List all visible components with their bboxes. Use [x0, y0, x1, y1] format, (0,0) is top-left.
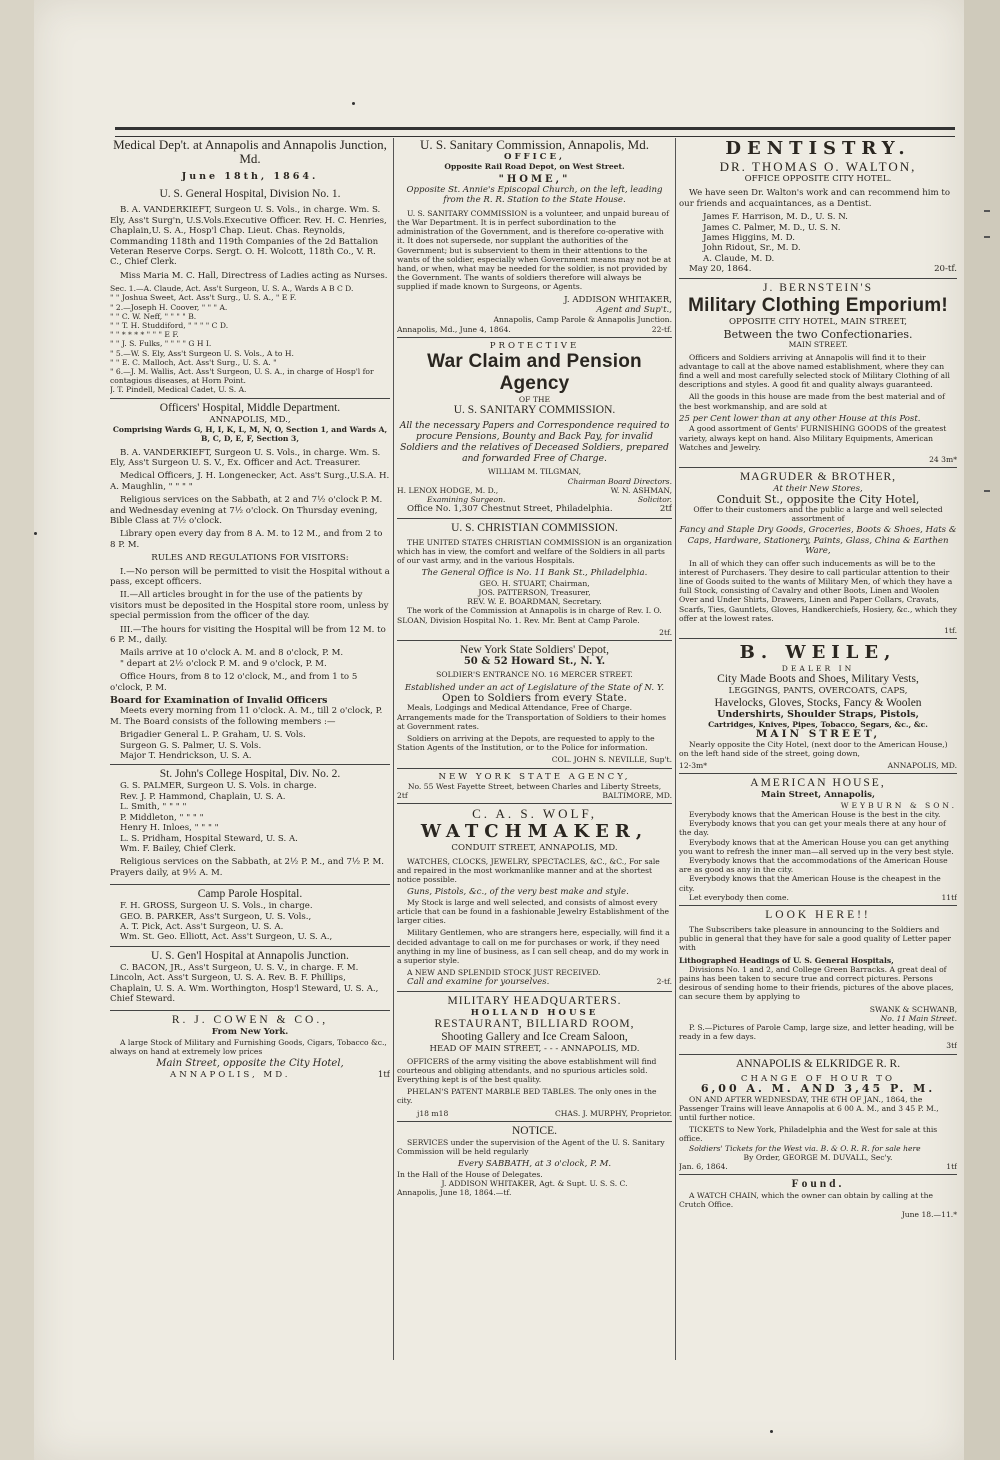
american-heading: AMERICAN HOUSE,: [750, 777, 886, 790]
american-line: Let everybody then come.: [689, 892, 789, 902]
christian-code: 2tf.: [659, 627, 672, 637]
board-member: Surgeon G. S. Palmer, U. S. Vols.: [120, 740, 262, 751]
christian-section: [397, 522, 672, 641]
ny-agency-section: [397, 772, 672, 805]
dentistry-ref: James Higgins, M. D.: [703, 233, 795, 244]
magruder-offer: Offer to their customers and the public a large and well selected assortment of: [693, 504, 943, 524]
officers-heading: Officers' Hospital, Middle Department.: [159, 401, 341, 414]
american-line: Everybody knows that the American House is the cheapest in the city.: [679, 874, 941, 893]
american-line: Everybody knows that you can get your meals there at any hour of the day.: [679, 819, 946, 838]
weile-main: MAIN STREET,: [755, 728, 881, 741]
junction-section: [110, 950, 390, 1012]
column-divider: [675, 138, 676, 1360]
magruder-goods: Fancy and Staple Dry Goods, Groceries, Boots & Shoes, Hats & Caps, Hardware, Stationery, Paints, Glass, China & Earthen Ware,: [679, 525, 957, 557]
cowen-town: ANNAPOLIS, MD.: [170, 1069, 291, 1080]
dentistry-ref: John Ridout, Sr., M. D.: [703, 243, 801, 254]
railroad-order: By Order, GEORGE M. DUVALL, Sec'y.: [743, 1152, 893, 1162]
stjohns-staff: Rev. J. P. Hammond, Chaplain, U. S. A.: [120, 791, 286, 802]
next-page-edge: [964, 0, 1000, 1460]
war-claim-section: [397, 341, 672, 519]
military-house: HOLLAND HOUSE: [470, 1007, 599, 1018]
office-hours: Office Hours, from 8 to 12 o'clock, M., and from 1 to 5 o'clock, P. M.: [110, 672, 358, 693]
dentistry-ref: James C. Palmer, M. D., U. S. N.: [703, 222, 841, 233]
sanitary-code: 22-tf.: [651, 324, 672, 334]
notice-heading: NOTICE.: [511, 1124, 558, 1137]
war-claim-sig3: W. N. ASHMAN,: [610, 485, 672, 495]
railroad-code: 1tf: [946, 1161, 957, 1171]
sanitary-location: Opposite Rail Road Depot, on West Street.: [444, 162, 625, 172]
ward-line: " " J. S. Fulks, " " " " G H I.: [110, 339, 212, 349]
look-addr: No. 11 Main Street.: [880, 1013, 957, 1023]
board-member: Brigadier General L. P. Graham, U. S. Vols.: [120, 730, 306, 741]
weile-section: [679, 642, 957, 774]
look-text2: Divisions No. 1 and 2, and College Green Barracks. A great deal of pains has been taken to secure true and correct pictures. Persons desirous of sending home to their friends, pictures of the above places, can secure them by applying to: [679, 964, 954, 1002]
cowen-code: 1tf: [377, 1069, 390, 1080]
weile-line5: Cartridges, Knives, Pipes, Tobacco, Segars, &c., &c.: [708, 720, 928, 730]
ward-line: " " * * * * " " " E F.: [110, 330, 179, 340]
ny-agency-address: No. 55 West Fayette Street, between Charles and Liberty Streets,: [407, 781, 662, 791]
weile-line1: City Made Boots and Shoes, Military Vests,: [717, 673, 919, 686]
officers-religious: Religious services on the Sabbath, at 2 and 7½ o'clock P. M. and Wednesday evening at 7½ o'clock. On Thursday evening, Bible Class at 7½ o'clock.: [110, 495, 383, 526]
look-here-section: [679, 909, 957, 1055]
ny-agency-city: BALTIMORE, MD.: [602, 791, 672, 801]
sanitary-date: Annapolis, Md., June 4, 1864.: [397, 324, 511, 334]
christian-name: JOS. PATTERSON, Treasurer,: [478, 587, 591, 597]
military-text: OFFICERS of the army visiting the above establishment will find courteous and obliging attendants, and no spurious articles sold. Everything kept is of the best quality.: [397, 1056, 657, 1085]
bernstein-assort: A good assortment of Gents' FURNISHING GOODS of the greatest variety, always kept on hand. Also Military Equipments, American Watches and Jewelry.: [679, 424, 947, 452]
war-claim-sig1: WILLIAM M. TILGMAN,: [487, 467, 582, 477]
military-heading: MILITARY HEADQUARTERS.: [447, 994, 622, 1007]
cowen-from: From New York.: [211, 1027, 289, 1038]
medical-dept-title: Medical Dep't. at Annapolis and Annapolis Junction, Md.: [113, 138, 387, 166]
bernstein-goods: All the goods in this house are made from the best material and of the best workmanship, and are sold at: [679, 392, 945, 411]
officers-staff: B. A. VANDERKIEFT, Surgeon U. S. Vols., in charge. Wm. S. Ely, Ass't Surgeon U. S. V., Ex. Officer and Act. Treasurer.: [110, 447, 381, 468]
parole-staff: A. T. Pick, Act. Ass't Surgeon, U. S. A.: [120, 921, 284, 932]
hospital1-heading: U. S. General Hospital, Division No. 1.: [159, 188, 341, 201]
bernstein-section: [679, 282, 957, 468]
wolf-new-stock: A NEW AND SPLENDID STOCK JUST RECEIVED.: [407, 968, 601, 978]
war-claim-commission: U. S. SANITARY COMMISSION.: [453, 404, 616, 417]
column-2: [397, 138, 672, 1197]
notice-every: Every SABBATH, at 3 o'clock, P. M.: [457, 1159, 612, 1170]
ward-line: J. T. Pindell, Medical Cadet, U. S. A.: [110, 385, 247, 395]
board-member: Major T. Hendrickson, U. S. A.: [120, 751, 252, 762]
sanitary-sig: J. ADDISON WHITAKER,: [564, 294, 672, 305]
military-sig: CHAS. J. MURPHY, Proprietor.: [554, 1108, 672, 1118]
railroad-text: ON AND AFTER WEDNESDAY, THE 6TH OF JAN., 1864, the Passenger Trains will leave Annapolis at 6 00 A. M., and 3 45 P. M., until further notice.: [679, 1094, 939, 1122]
rule-2: II.—All articles brought in for the use of the patients by visitors must be deposited in the Hospital store room, unless by special permission from the officer of the day.: [110, 590, 389, 622]
notice-sig: J. ADDISON WHITAKER, Agt. & Supt. U. S. S. C.: [441, 1178, 628, 1188]
ny-depot-heading: New York State Soldiers' Depot,: [459, 643, 609, 656]
magruder-stores: At their New Stores,: [773, 484, 863, 495]
look-text: The Subscribers take pleasure in announcing to the Soldiers and public in general that they have for sale a good quality of Letter paper with: [679, 925, 951, 953]
mails-arrive: Mails arrive at 10 o'clock A. M. and 8 o'clock, P. M.: [120, 648, 344, 659]
ink-speck: [352, 102, 355, 105]
magruder-section: [679, 471, 957, 639]
weile-dealer: DEALER IN: [781, 664, 855, 674]
rules-heading: RULES AND REGULATIONS FOR VISITORS:: [151, 553, 349, 564]
american-line: Everybody knows that the accommodations of the American House are as good as any in the city.: [679, 856, 948, 875]
junction-heading: U. S. Gen'l Hospital at Annapolis Junction.: [151, 949, 349, 962]
wolf-name: C. A. S. WOLF,: [472, 806, 597, 822]
american-house-section: [679, 777, 957, 906]
magruder-street: Conduit St., opposite the City Hotel,: [716, 492, 920, 506]
found-heading: Found.: [791, 1178, 845, 1191]
christian-name: REV. W. E. BOARDMAN, Secretary.: [467, 597, 602, 607]
railroad-date: Jan. 6, 1864.: [679, 1161, 728, 1171]
notice-text: SERVICES under the supervision of the Agent of the U. S. Sanitary Commission will be held regularly: [397, 1137, 665, 1157]
parole-heading: Camp Parole Hospital.: [197, 888, 303, 901]
railroad-soldiers: Soldiers' Tickets for the West via. B. & O. R. R. for sale here: [689, 1143, 921, 1153]
officers-library: Library open every day from 8 A. M. to 12 M., and from 2 to 8 P. M.: [110, 529, 383, 550]
dentistry-ref: James F. Harrison, M. D., U. S. N.: [703, 212, 848, 223]
ny-depot-arriving: Soldiers on arriving at the Depots, are requested to apply to the Station Agents of the Institution, or to the Police for information.: [397, 733, 655, 753]
bernstein-heading: Military Clothing Emporium!: [688, 294, 948, 316]
wolf-section: [397, 807, 672, 991]
military-restaurant: RESTAURANT, BILLIARD ROOM,: [434, 1018, 635, 1031]
ny-depot-section: [397, 644, 672, 769]
christian-name: GEO. H. STUART, Chairman,: [479, 578, 590, 588]
ink-speck: [34, 532, 37, 535]
ny-agency-code: 2tf: [397, 791, 408, 801]
ny-depot-established: Established under an act of Legislature of the State of N. Y.: [404, 682, 665, 693]
officers-comprising: Comprising Wards G, H, I, K, L, M, N, O, Section 1, and Wards A, B, C, D, E, F, Section 3,: [112, 425, 388, 444]
american-line: Everybody knows that the American House is the best in the city.: [689, 810, 941, 820]
weile-text: Nearly opposite the City Hotel, (next door to the American House,) on the left hand side of the street, going down,: [679, 739, 948, 758]
column-1: [110, 138, 390, 1080]
ny-depot-open: Open to Soldiers from every State.: [441, 691, 628, 704]
war-claim-office: Office No. 1,307 Chestnut Street, Philadelphia.: [407, 504, 613, 515]
bernstein-main: MAIN STREET.: [788, 340, 848, 350]
medical-dept-section: [110, 138, 390, 399]
stjohns-staff: G. S. PALMER, Surgeon U. S. Vols. in charge.: [120, 781, 317, 792]
stjohns-staff: Wm. F. Bailey, Chief Clerk.: [120, 843, 237, 854]
stjohns-section: [110, 768, 390, 885]
wolf-trade: WATCHMAKER,: [420, 821, 649, 843]
parole-staff: GEO. B. PARKER, Ass't Surgeon, U. S. Vols.,: [120, 911, 312, 922]
christian-work: The work of the Commission at Annapolis is in charge of Rev. I. O. SLOAN, Division Hospital No. 1. Rev. Mr. Bent at Camp Parole.: [397, 606, 662, 625]
stjohns-staff: L. S. Pridham, Hospital Steward, U. S. A.: [120, 833, 298, 844]
ward-line: " " T. H. Studdiford, " " " " C D.: [110, 321, 229, 331]
bernstein-percent: 25 per Cent lower than at any other House at this Post.: [679, 413, 921, 424]
american-code: 11tf: [941, 892, 957, 902]
parole-section: [110, 888, 390, 947]
sanitary-text: U. S. SANITARY COMMISSION is a volunteer, and unpaid bureau of the War Department. It is in perfect subordination to the administration of the Government, and is therefore co-operative with it. It does not supersede, nor supplant the authorities of the Government; but is subservient to them in their attentions to the wants of the soldier, especially when Government means may not be at hand, or when, what may be needed for the soldier, is not provided by the Government. The wants of soldiers therefore will always be supplied if made known to Surgeons, or Agents.: [397, 208, 672, 292]
dentistry-section: [679, 138, 957, 279]
military-hq-section: [397, 995, 672, 1122]
ink-speck: [770, 1430, 773, 1433]
american-owner: WEYBURN & SON.: [840, 800, 957, 810]
wolf-code: 2-tf.: [656, 977, 672, 987]
military-phelan: PHELAN'S PATENT MARBLE BED TABLES. The only ones in the city.: [397, 1087, 657, 1106]
sanitary-sig-title: Agent and Sup't.,: [596, 305, 672, 316]
column-divider: [393, 138, 394, 1360]
stjohns-religious: Religious services on the Sabbath, at 2½ P. M., and 7½ P. M. Prayers daily, at 9½ A. M.: [110, 857, 385, 878]
railroad-section: [679, 1058, 957, 1175]
weile-line2: LEGGINGS, PANTS, OVERCOATS, CAPS,: [728, 686, 908, 697]
cowen-address: Main Street, opposite the City Hotel,: [156, 1058, 344, 1070]
magruder-code: 1tf.: [944, 625, 957, 635]
war-claim-text: All the necessary Papers and Correspondence required to procure Pensions, Bounty and Back Pay, for invalid Soldiers and the relatives of Deceased Soldiers, prepared and forwarded Free of Charge.: [399, 420, 670, 465]
ny-depot-address: 50 & 52 Howard St., N. Y.: [463, 655, 606, 667]
dentistry-heading: DENTISTRY.: [725, 138, 911, 159]
war-claim-code: 2tf: [659, 504, 672, 515]
american-street: Main Street, Annapolis,: [760, 790, 875, 801]
bernstein-loc: OPPOSITE CITY HOTEL, MAIN STREET,: [729, 316, 907, 327]
wolf-call: Call and examine for yourselves.: [407, 977, 550, 988]
sanitary-section: [397, 138, 672, 338]
rule-1: I.—No person will be permitted to visit the Hospital without a pass, except officers.: [110, 566, 390, 587]
officers-medical: Medical Officers, J. H. Longenecker, Act. Ass't Surg.,U.S.A. H. A. Maughlin, " " " ": [110, 471, 390, 492]
ward-list: [110, 284, 390, 394]
parole-staff: Wm. St. Geo. Elliott, Act. Ass't Surgeon, U. S. A.,: [120, 932, 333, 943]
dentistry-name: DR. THOMAS O. WALTON,: [719, 159, 917, 174]
american-line: Everybody knows that at the American House you can get anything you want to refresh the inner man—all served up in the very best style.: [679, 837, 954, 856]
stjohns-staff: L. Smith, " " " ": [120, 802, 187, 813]
margin-mark: [984, 236, 990, 238]
rule-3: III.—The hours for visiting the Hospital will be from 12 M. to 6 P. M., daily.: [110, 624, 386, 645]
war-claim-protective: PROTECTIVE: [489, 340, 580, 351]
magruder-text: In all of which they can offer such inducements as will be to the interest of Purchasers. They desire to call particular attention to their line of Goods suited to the wants of Military Men, of which they have a full Stock, consisting of Cavalry and other Boots, Linen and Woolen Over and Under Shirts, Drawers, Linen and Paper Collars, Cravats, Scarfs, Ties, Gauntlets, Gloves, Handkerchiefs, Hosiery, &c., which they offer at the lowest rates.: [679, 558, 957, 623]
look-litho: Lithographed Headings of U. S. General Hospitals,: [679, 955, 894, 965]
board-heading: Board for Examination of Invalid Officers: [110, 695, 328, 707]
stjohns-heading: St. John's College Hospital, Div. No. 2.: [159, 768, 341, 781]
margin-mark: [984, 210, 990, 212]
dentistry-date: May 20, 1864.: [689, 264, 752, 275]
bernstein-code: 24 3m*: [929, 454, 957, 464]
war-claim-sig2: H. LENOX HODGE, M. D.,: [397, 485, 499, 495]
war-claim-sig1-title: Chairman Board Directors.: [567, 476, 672, 486]
officers-hospital-section: [110, 402, 390, 766]
wolf-text2: My Stock is large and well selected, and consists of almost every article that can be found in a fashionable Jewelry Establishment of the larger cities.: [397, 897, 669, 926]
hospital1-nurses: Miss Maria M. C. Hall, Directress of Ladies acting as Nurses.: [120, 270, 388, 281]
sanitary-home: "HOME,": [498, 173, 571, 185]
war-claim-sig2-title: Examining Surgeon.: [427, 495, 506, 505]
weile-line3: Havelocks, Gloves, Stocks, Fancy & Woolen: [714, 696, 922, 709]
parole-staff: F. H. GROSS, Surgeon U. S. Vols., in charge.: [120, 901, 313, 912]
railroad-change: CHANGE OF HOUR TO: [740, 1073, 896, 1084]
sanitary-home-loc: Opposite St. Annie's Episcopal Church, on the left, leading from the R. R. Station to the State House.: [406, 185, 663, 206]
weile-city: ANNAPOLIS, MD.: [887, 761, 957, 771]
wolf-street: CONDUIT STREET, ANNAPOLIS, MD.: [451, 843, 618, 854]
wolf-text3: Military Gentlemen, who are strangers here, especially, will find it a decided advantage to call on me for purchases or work, if they need anything in my line of business, as I can sell cheap, and do my work in a superior style.: [397, 928, 670, 966]
sanitary-heading: U. S. Sanitary Commission, Annapolis, Md.: [420, 138, 649, 152]
look-heading: LOOK HERE!!: [765, 909, 871, 922]
railroad-times: 6,00 A. M. AND 3,45 P. M.: [700, 1082, 936, 1096]
ward-line: " 5.—W. S. Ely, Ass't Surgeon U. S. Vols., A to H.: [110, 348, 294, 358]
found-text: A WATCH CHAIN, which the owner can obtain by calling at the Crutch Office.: [679, 1191, 933, 1210]
sanitary-office: OFFICE,: [503, 152, 566, 162]
ward-line: Sec. 1.—A. Claude, Act. Ass't Surgeon, U. S. A., Wards A B C D.: [110, 284, 354, 294]
bernstein-name: J. BERNSTEIN'S: [763, 281, 873, 294]
christian-heading: U. S. CHRISTIAN COMMISSION.: [451, 521, 618, 534]
railroad-heading: ANNAPOLIS & ELKRIDGE R. R.: [735, 1057, 901, 1070]
war-claim-heading: War Claim and Pension Agency: [427, 351, 642, 395]
ward-line: " 6.—J. M. Wallis, Act. Ass't Surgeon, U. S. A., in charge of Hosp'l for contagious diseases, at Horn Point.: [110, 367, 374, 386]
weile-name: B. WEILE,: [739, 642, 897, 664]
margin-mark: [984, 490, 990, 492]
weile-line4: Undershirts, Shoulder Straps, Pistols,: [717, 708, 919, 720]
notice-hall: In the Hall of the House of Delegates.: [397, 1169, 543, 1179]
weile-code: 12-3m*: [679, 761, 708, 771]
war-claim-sig3-title: Solicitor.: [637, 495, 672, 505]
stjohns-staff: Henry H. Inloes, " " " ": [120, 823, 219, 834]
dentistry-code: 20-tf.: [934, 264, 957, 275]
war-claim-of-the: OF THE: [518, 395, 551, 405]
officers-place: ANNAPOLIS, MD.,: [209, 414, 291, 425]
stjohns-staff: P. Middleton, " " " ": [120, 812, 204, 823]
ny-agency-heading: NEW YORK STATE AGENCY,: [438, 771, 631, 782]
ny-depot-meals: Meals, Lodgings and Medical Attendance, Free of Charge. Arrangements made for the Transportation of Soldiers to their homes at Government rates.: [397, 703, 666, 731]
ward-line: " " C. W. Neff, " " " " B.: [110, 311, 197, 321]
column-3: [679, 138, 957, 1219]
military-head: HEAD OF MAIN STREET, - - - ANNAPOLIS, MD.: [429, 1044, 640, 1055]
dentistry-ref: A. Claude, M. D.: [703, 253, 775, 264]
railroad-tickets: TICKETS to New York, Philadelphia and the West for sale at this office.: [679, 1125, 938, 1144]
look-code: 3tf: [946, 1041, 957, 1051]
sanitary-sig-loc: Annapolis, Camp Parole & Annapolis Junction.: [493, 315, 672, 325]
dentistry-text: We have seen Dr. Walton's work and can recommend him to our friends and acquaintances, as a Dentist.: [679, 188, 951, 209]
military-shooting: Shooting Gallery and Ice Cream Saloon,: [441, 1031, 628, 1044]
found-section: [679, 1178, 957, 1219]
wolf-text1: WATCHES, CLOCKS, JEWELRY, SPECTACLES, &C., &C., For sale and repaired in the most workmanlike manner and at the shortest notice possible.: [397, 856, 660, 885]
look-ps: P. S.—Pictures of Parole Camp, large size, and letter heading, will be ready in a few days.: [679, 1023, 954, 1042]
hospital1-staff: B. A. VANDERKIEFT, Surgeon U. S. Vols., in charge. Wm. S. Ely, Ass't Surg'n, U.S.Vols.Executive Officer. Rev. H. C. Henries, Chaplain,U. S. A., Hosp'l Chap. Lieut. Chas. Reynolds, Commanding 118th and 119th Companies of the 2d Battalion Veteran Reserve Corps. Sergt. O. H. Wolcott, 118th Co., V. R. C., Chief Clerk.: [110, 205, 387, 268]
bernstein-between: Between the two Confectionaries.: [723, 328, 913, 342]
magruder-heading: MAGRUDER & BROTHER,: [739, 471, 897, 484]
notice-date: Annapolis, June 18, 1864.—tf.: [397, 1188, 512, 1198]
military-code: j18 m18: [417, 1108, 449, 1118]
ny-depot-sig: COL. JOHN S. NEVILLE, Sup't.: [551, 755, 672, 765]
cowen-ad: [110, 1014, 390, 1080]
christian-text: THE UNITED STATES CHRISTIAN COMMISSION is an organization which has in view, the comfort and welfare of the Soldiers in all parts of our vast army, and in the various Hospitals.: [397, 537, 672, 566]
junction-staff: C. BACON, JR., Ass't Surgeon, U. S. V., in charge. F. M. Lincoln, Act. Ass't Surgeon, U. S. A. Rev. B. F. Phillips, Chaplain, U. S. A. Wm. Worthington, Hosp'l Steward, U. S. A., Chief Steward.: [110, 962, 379, 1004]
ward-line: " 2.—Joseph H. Coover, " " " A.: [110, 302, 228, 312]
wolf-guns: Guns, Pistols, &c., of the very best make and style.: [407, 887, 629, 898]
dentistry-office: OFFICE OPPOSITE CITY HOTEL.: [744, 174, 892, 184]
mails-depart: " depart at 2½ o'clock P. M. and 9 o'clock, P. M.: [120, 658, 327, 669]
cowen-name: R. J. COWEN & CO.,: [171, 1014, 329, 1027]
board-text: Meets every morning from 11 o'clock. A. M., till 2 o'clock, P. M. The Board consists of the following members :—: [110, 706, 383, 727]
cowen-text: A large Stock of Military and Furnishing Goods, Cigars, Tobacco &c., always on hand at extremely low prices: [110, 1037, 387, 1056]
found-date: June 18.—11.*: [901, 1209, 957, 1219]
look-sig: SWANK & SCHWANB,: [869, 1004, 957, 1014]
christian-office: The General Office is No. 11 Bank St., Philadelphia.: [421, 568, 648, 579]
ny-depot-entrance: SOLDIER'S ENTRANCE NO. 16 MERCER STREET.: [436, 670, 633, 680]
top-rule: [115, 127, 955, 137]
ward-line: " " E. C. Malloch, Act. Ass't Surg., U. S. A. ": [110, 357, 277, 367]
notice-section: [397, 1125, 672, 1197]
medical-dept-date: June 18th, 1864.: [181, 171, 319, 182]
bernstein-text: Officers and Soldiers arriving at Annapolis will find it to their advantage to call at the above named establishment, where they can find a well and most carefully selected stock of Military Clothing of all descriptions and styles. A good fit and quality always guaranteed.: [679, 352, 950, 390]
ward-line: " " Joshua Sweet, Act. Ass't Surg., U. S. A., " E F.: [110, 293, 297, 303]
